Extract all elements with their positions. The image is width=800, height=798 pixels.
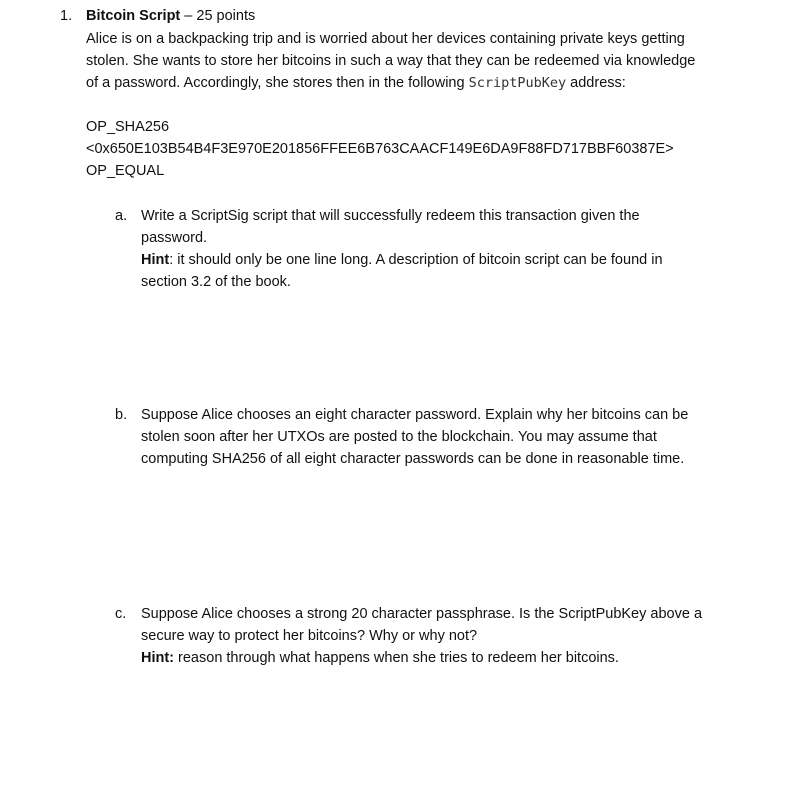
question-points: – 25 points [180, 8, 256, 24]
question-title: Bitcoin Script [86, 8, 181, 24]
part-a-line-1: Write a ScriptSig script that will successfully redeem this transaction given the [141, 208, 640, 224]
part-c-hint-text: reason through what happens when she tries to redeem her bitcoins. [174, 650, 619, 666]
script-hash-value: <0x650E103B54B4F3E970E201856FFEE6B763CAACF149E6DA9F88FD717BBF60387E> [86, 141, 674, 157]
part-c-line-1: Suppose Alice chooses a strong 20 character passphrase. Is the ScriptPubKey above a [141, 606, 703, 622]
part-b-label: b. [115, 407, 128, 423]
part-a-hint-line-2: section 3.2 of the book. [141, 274, 291, 290]
part-c-hint [141, 648, 619, 668]
part-c-hint-label: Hint: [141, 650, 175, 666]
intro-line-3-after: address: [566, 75, 626, 91]
script-op-equal: OP_EQUAL [86, 163, 165, 179]
part-a-hint [141, 250, 663, 270]
part-a-line-2: password. [141, 230, 208, 246]
part-b-line-2: stolen soon after her UTXOs are posted to the blockchain. You may assume that [141, 429, 657, 445]
scriptpubkey-code: ScriptPubKey [468, 75, 567, 91]
script-op-sha256: OP_SHA256 [86, 119, 170, 135]
intro-line-1: Alice is on a backpacking trip and is worried about her devices containing private keys getting [86, 31, 685, 47]
intro-line-2: stolen. She wants to store her bitcoins in such a way that they can be redeemed via knowledge [86, 53, 696, 69]
part-a-hint-text: : it should only be one line long. A description of bitcoin script can be found in [169, 252, 663, 268]
part-b-line-3: computing SHA256 of all eight character passwords can be done in reasonable time. [141, 451, 685, 467]
question-number: 1. [60, 8, 73, 24]
part-c-label: c. [115, 606, 127, 622]
part-a-hint-label: Hint [141, 252, 170, 268]
part-c-line-2: secure way to protect her bitcoins? Why or why not? [141, 628, 478, 644]
intro-line-3 [86, 73, 626, 93]
intro-line-3-before: of a password. Accordingly, she stores then in the following [86, 75, 469, 91]
part-b-line-1: Suppose Alice chooses an eight character password. Explain why her bitcoins can be [141, 407, 689, 423]
question-heading [86, 6, 255, 26]
part-a-label: a. [115, 208, 128, 224]
